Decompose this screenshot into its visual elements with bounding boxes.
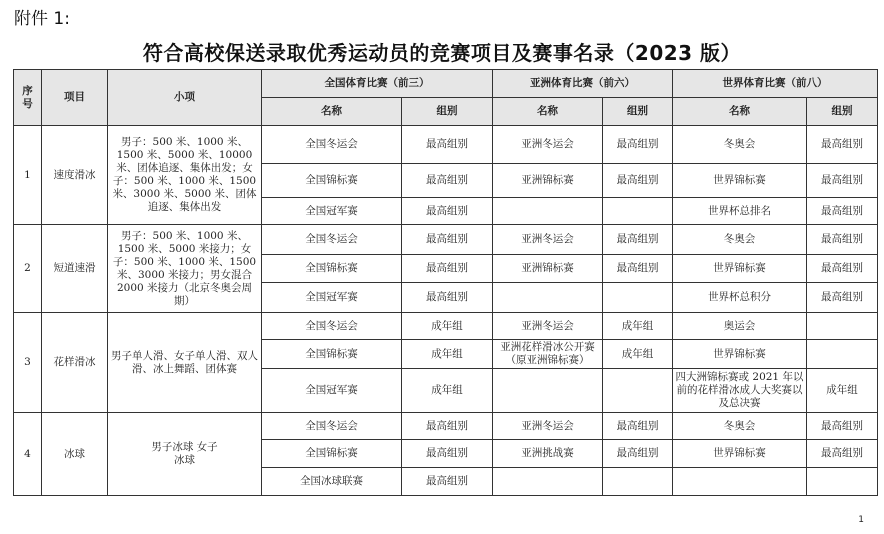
national-group-cell: 最高组别 — [402, 413, 493, 440]
world-group-cell — [807, 468, 878, 496]
project-cell: 短道速滑 — [42, 225, 108, 313]
asian-group-cell: 最高组别 — [603, 126, 673, 164]
national-group-cell: 最高组别 — [402, 283, 493, 313]
world-name-cell: 世界杯总排名 — [673, 198, 807, 225]
asian-group-cell — [603, 369, 673, 413]
event-cell: 男子冰球 女子冰球 — [108, 413, 262, 496]
asian-group-cell — [603, 283, 673, 313]
national-name-cell: 全国冠军赛 — [262, 369, 402, 413]
table-row — [14, 225, 878, 255]
table-row — [14, 126, 878, 164]
world-group-cell: 最高组别 — [807, 225, 878, 255]
world-name-cell: 冬奥会 — [673, 126, 807, 164]
header-national-group: 组别 — [402, 98, 493, 126]
world-name-cell: 世界锦标赛 — [673, 164, 807, 198]
asian-name-cell: 亚洲冬运会 — [493, 313, 603, 340]
world-name-cell: 世界锦标赛 — [673, 255, 807, 283]
event-cell: 男子：500 米、1000 米、1500 米、5000 米接力；女子：500 米、1000 米、1500 米、3000 米接力；男女混合 2000 米接力（北京冬奥会周期） — [108, 225, 262, 313]
header-world-group: 组别 — [807, 98, 878, 126]
header-asian-name: 名称 — [493, 98, 603, 126]
world-group-cell: 最高组别 — [807, 440, 878, 468]
event-cell: 男子：500 米、1000 米、1500 米、5000 米、10000 米、团体追逐、集体出发；女子：500 米、1000 米、1500 米、3000 米、5000 米、团体追逐、集体出发 — [108, 126, 262, 225]
world-group-cell — [807, 313, 878, 340]
national-group-cell: 最高组别 — [402, 440, 493, 468]
asian-name-cell: 亚洲花样滑冰公开赛（原亚洲锦标赛） — [493, 340, 603, 369]
project-cell: 速度滑冰 — [42, 126, 108, 225]
asian-group-cell: 最高组别 — [603, 225, 673, 255]
world-name-cell: 世界锦标赛 — [673, 340, 807, 369]
document-title: 符合高校保送录取优秀运动员的竞赛项目及赛事名录（2023 版） — [142, 41, 742, 65]
national-name-cell: 全国冬运会 — [262, 225, 402, 255]
asian-name-cell: 亚洲锦标赛 — [493, 255, 603, 283]
asian-name-cell — [493, 468, 603, 496]
national-group-cell: 最高组别 — [402, 225, 493, 255]
national-name-cell: 全国冬运会 — [262, 313, 402, 340]
national-group-cell: 成年组 — [402, 369, 493, 413]
national-name-cell: 全国锦标赛 — [262, 340, 402, 369]
national-name-cell: 全国锦标赛 — [262, 255, 402, 283]
seq-cell: 1 — [14, 126, 42, 225]
header-world: 世界体育比赛（前八） — [673, 70, 878, 98]
national-group-cell: 最高组别 — [402, 255, 493, 283]
attachment-label: 附件 1: — [14, 9, 70, 29]
national-name-cell: 全国冠军赛 — [262, 283, 402, 313]
header-asian-group: 组别 — [603, 98, 673, 126]
event-cell: 男子单人滑、女子单人滑、双人滑、冰上舞蹈、团体赛 — [108, 313, 262, 413]
table-row — [14, 413, 878, 440]
project-cell: 花样滑冰 — [42, 313, 108, 413]
seq-cell: 4 — [14, 413, 42, 496]
world-group-cell: 最高组别 — [807, 164, 878, 198]
asian-name-cell — [493, 198, 603, 225]
world-name-cell: 奥运会 — [673, 313, 807, 340]
asian-group-cell: 成年组 — [603, 340, 673, 369]
asian-name-cell: 亚洲冬运会 — [493, 413, 603, 440]
asian-group-cell — [603, 468, 673, 496]
world-name-cell: 四大洲锦标赛或 2021 年以前的花样滑冰成人大奖赛以及总决赛 — [673, 369, 807, 413]
national-name-cell: 全国锦标赛 — [262, 164, 402, 198]
asian-group-cell: 最高组别 — [603, 164, 673, 198]
world-name-cell: 冬奥会 — [673, 413, 807, 440]
asian-group-cell: 最高组别 — [603, 413, 673, 440]
seq-cell: 2 — [14, 225, 42, 313]
world-group-cell: 最高组别 — [807, 255, 878, 283]
asian-group-cell: 最高组别 — [603, 440, 673, 468]
world-group-cell — [807, 340, 878, 369]
asian-group-cell: 成年组 — [603, 313, 673, 340]
national-group-cell: 成年组 — [402, 340, 493, 369]
national-name-cell: 全国锦标赛 — [262, 440, 402, 468]
header-event: 小项 — [108, 70, 262, 126]
asian-group-cell — [603, 198, 673, 225]
national-group-cell: 最高组别 — [402, 126, 493, 164]
header-national-name: 名称 — [262, 98, 402, 126]
national-group-cell: 最高组别 — [402, 198, 493, 225]
header-world-name: 名称 — [673, 98, 807, 126]
national-name-cell: 全国冠军赛 — [262, 198, 402, 225]
header-seq: 序号 — [14, 70, 42, 126]
national-group-cell: 最高组别 — [402, 164, 493, 198]
asian-group-cell: 最高组别 — [603, 255, 673, 283]
world-name-cell: 冬奥会 — [673, 225, 807, 255]
page-number: 1 — [858, 515, 864, 525]
world-name-cell: 世界杯总积分 — [673, 283, 807, 313]
header-national: 全国体育比赛（前三） — [262, 70, 493, 98]
world-name-cell — [673, 468, 807, 496]
world-group-cell: 最高组别 — [807, 126, 878, 164]
seq-cell: 3 — [14, 313, 42, 413]
project-cell: 冰球 — [42, 413, 108, 496]
world-group-cell: 最高组别 — [807, 198, 878, 225]
header-asian: 亚洲体育比赛（前六） — [493, 70, 673, 98]
competition-table — [13, 69, 878, 496]
asian-name-cell: 亚洲挑战赛 — [493, 440, 603, 468]
asian-name-cell — [493, 283, 603, 313]
asian-name-cell — [493, 369, 603, 413]
world-name-cell: 世界锦标赛 — [673, 440, 807, 468]
national-group-cell: 最高组别 — [402, 468, 493, 496]
national-name-cell: 全国冬运会 — [262, 413, 402, 440]
asian-name-cell: 亚洲锦标赛 — [493, 164, 603, 198]
world-group-cell: 最高组别 — [807, 413, 878, 440]
header-project: 项目 — [42, 70, 108, 126]
world-group-cell: 最高组别 — [807, 283, 878, 313]
national-name-cell: 全国冬运会 — [262, 126, 402, 164]
table-row — [14, 313, 878, 340]
asian-name-cell: 亚洲冬运会 — [493, 225, 603, 255]
asian-name-cell: 亚洲冬运会 — [493, 126, 603, 164]
national-name-cell: 全国冰球联赛 — [262, 468, 402, 496]
world-group-cell: 成年组 — [807, 369, 878, 413]
national-group-cell: 成年组 — [402, 313, 493, 340]
